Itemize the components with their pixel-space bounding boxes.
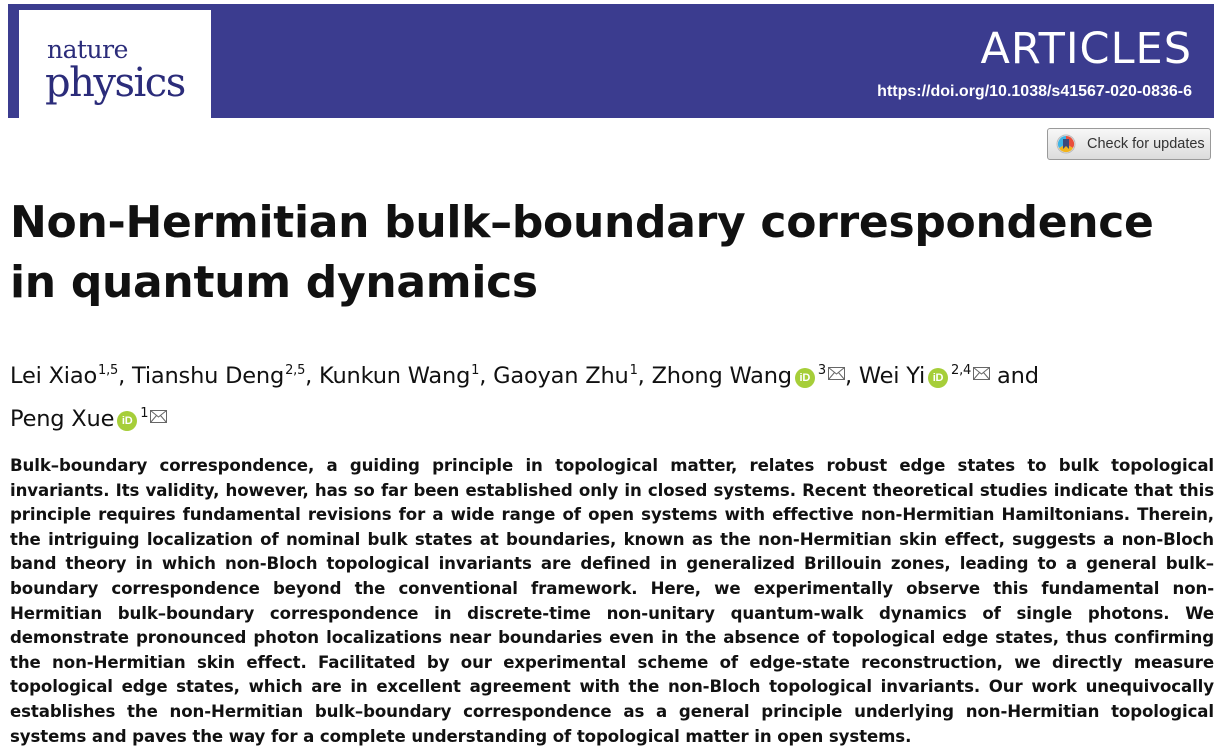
check-for-updates-label: Check for updates: [1087, 136, 1205, 152]
author-affiliation: 3: [817, 363, 826, 378]
author-separator: ,: [844, 363, 859, 389]
author-affiliation: 1: [140, 406, 149, 421]
author-name[interactable]: Lei Xiao: [10, 363, 98, 389]
journal-banner: [8, 4, 1214, 118]
journal-logo-line1: nature: [47, 35, 128, 64]
author-name[interactable]: Wei Yi: [858, 363, 926, 389]
journal-logo-line2: physics: [45, 60, 185, 106]
email-icon[interactable]: [828, 367, 845, 380]
author-affiliation: 1: [471, 363, 480, 378]
email-icon[interactable]: [973, 367, 990, 380]
title-line-2: in quantum dynamics: [10, 257, 538, 308]
author-name[interactable]: Peng Xue: [10, 406, 115, 432]
author-list: [10, 352, 1210, 438]
author-affiliation: 2,5: [285, 363, 306, 378]
author-separator: and: [990, 363, 1039, 389]
crossmark-icon: [1056, 134, 1076, 154]
author-affiliation: 1: [629, 363, 638, 378]
author-affiliation: 2,4: [951, 363, 972, 378]
article-abstract: Bulk–boundary correspondence, a guiding principle in topological matter, relates robust edge states to bulk topological invariants. Its validity, however, has so far been established only in closed systems. Recent theoretical studies indicate that this principle requires fundamental revisions for a wide range of open systems with effective non-Hermitian Hamiltonians. Therein, the intriguing localization of nominal bulk states at boundaries, known as the non-Hermitian skin effect, suggests a non-Bloch band theory in which non-Bloch topological invariants are defined in generalized Brillouin zones, leading to a general bulk–boundary correspondence beyond the conventional framework. Here, we experimentally observe this fundamental non-Hermitian bulk–boundary correspondence in discrete-time non-unitary quantum-walk dynamics of single photons. We demonstrate pronounced photon localizations near boundaries even in the absence of topological edge states, thus confirming the non-Hermitian skin effect. Facilitated by our experimental scheme of edge-state reconstruction, we directly measure topological edge states, which are in excellent agreement with the non-Bloch topological invariants. Our work unequivocally establishes the non-Hermitian bulk–boundary correspondence as a general principle underlying non-Hermitian topological systems and paves the way for a complete understanding of topological matter in open systems.: [10, 456, 1214, 746]
author-separator: ,: [479, 363, 494, 389]
author-separator: ,: [305, 363, 320, 389]
author-name[interactable]: Zhong Wang: [651, 363, 792, 389]
author-separator: ,: [637, 363, 652, 389]
author-name[interactable]: Gaoyan Zhu: [493, 363, 629, 389]
orcid-icon[interactable]: iD: [117, 411, 137, 431]
title-line-1: Non-Hermitian bulk–boundary correspondence: [10, 197, 1154, 248]
section-label: ARTICLES: [980, 24, 1192, 74]
journal-logo[interactable]: [19, 10, 211, 118]
article-title: [10, 193, 1210, 313]
email-icon[interactable]: [150, 410, 167, 423]
author-name[interactable]: Tianshu Deng: [132, 363, 285, 389]
author-affiliation: 1,5: [98, 363, 119, 378]
check-for-updates-button[interactable]: [1047, 128, 1211, 160]
orcid-icon[interactable]: iD: [928, 368, 948, 388]
orcid-icon[interactable]: iD: [795, 368, 815, 388]
author-separator: ,: [118, 363, 132, 389]
author-name[interactable]: Kunkun Wang: [319, 363, 471, 389]
doi-link[interactable]: https://doi.org/10.1038/s41567-020-0836-6: [877, 83, 1192, 100]
